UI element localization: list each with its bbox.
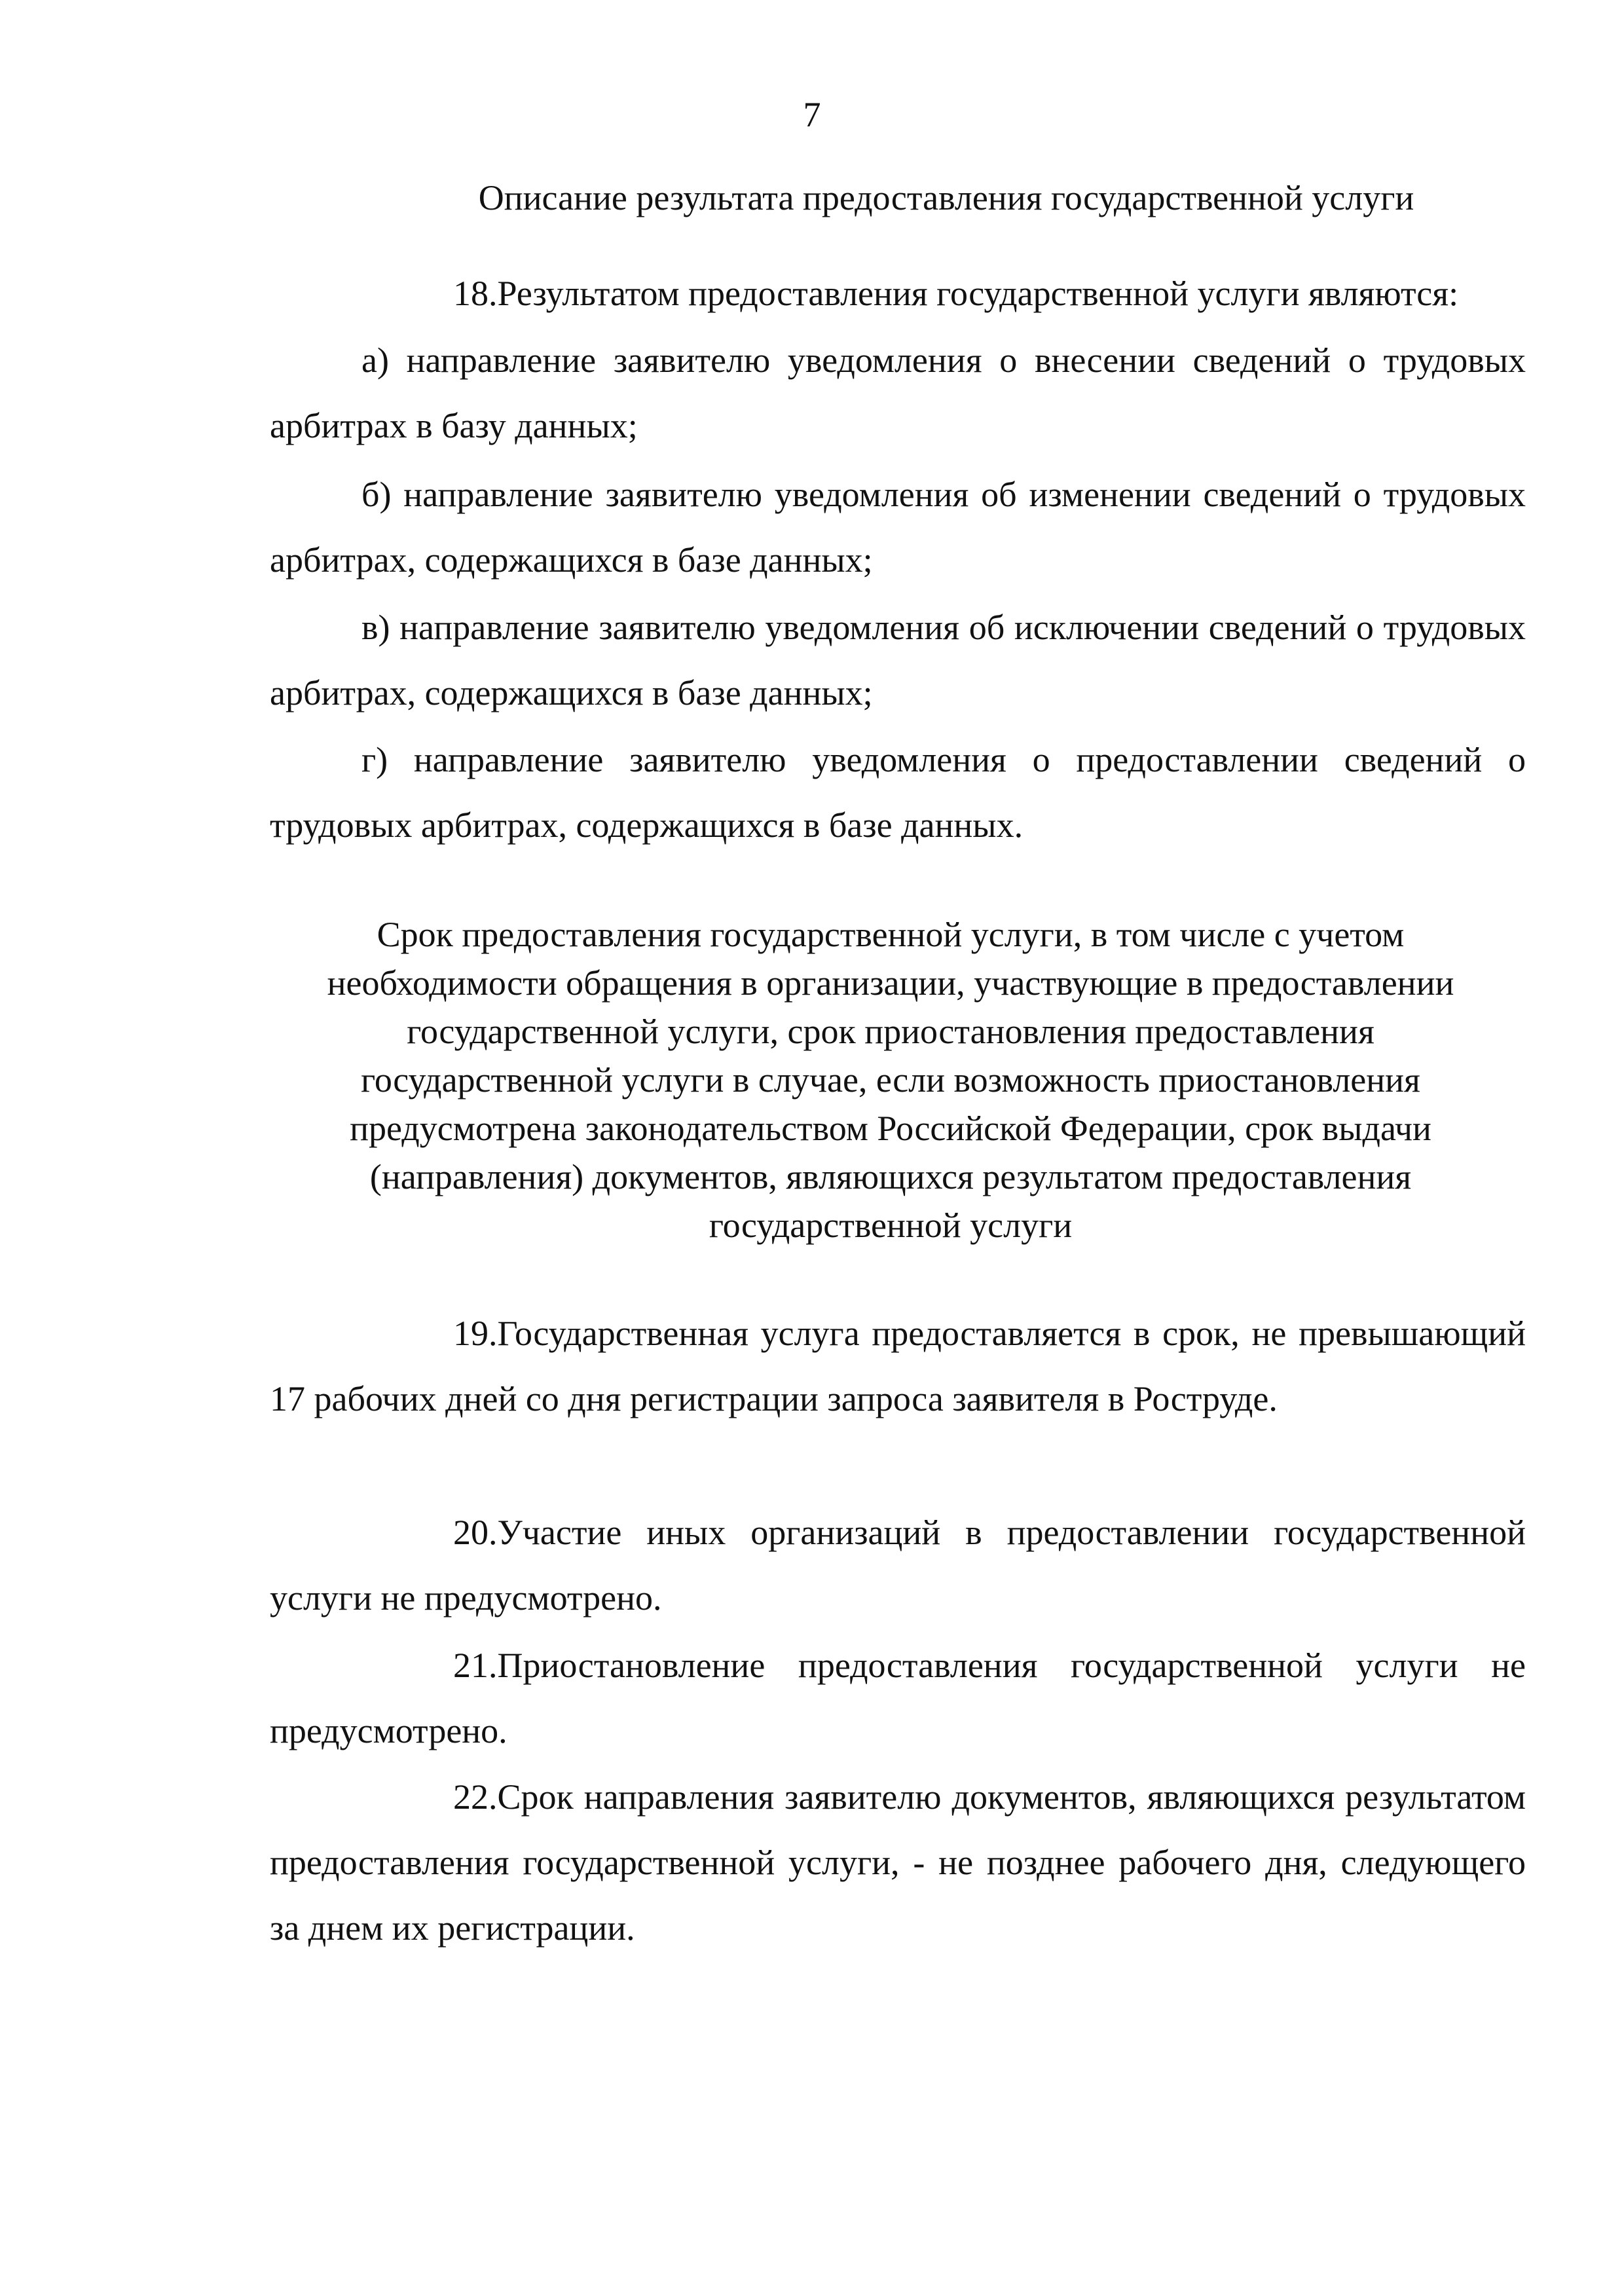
- heading-line: Срок предоставления государственной услуги, в том числе с учетом: [377, 915, 1405, 954]
- list-item-g: г) направление заявителю уведомления о предоставлении сведений о трудовых арбитрах, содержащихся в базе данных.: [270, 740, 1526, 845]
- heading-line: необходимости обращения в организации, участвующие в предоставлении: [327, 963, 1454, 1003]
- paragraph-18: [270, 261, 1526, 326]
- paragraph-text: Результатом предоставления государственной услуги являются:: [497, 274, 1459, 313]
- paragraph-text: Участие иных организаций в предоставлении государственной услуги не предусмотрено.: [270, 1513, 1526, 1617]
- paragraph-number: 19.: [453, 1314, 498, 1353]
- paragraph-number: 22.: [453, 1777, 498, 1817]
- paragraph-text: Государственная услуга предоставляется в срок, не превышающий 17 рабочих дней со дня регистрации запроса заявителя в Роструде.: [270, 1314, 1526, 1418]
- paragraph-text: Приостановление предоставления государственной услуги не предусмотрено.: [270, 1646, 1526, 1750]
- paragraph-22: [270, 1764, 1526, 1961]
- list-item-b: б) направление заявителю уведомления об изменении сведений о трудовых арбитрах, содержащихся в базе данных;: [270, 475, 1526, 580]
- section-heading-result: Описание результата предоставления государственной услуги: [478, 178, 1414, 217]
- heading-line: предусмотрена законодательством Российской Федерации, срок выдачи: [350, 1109, 1431, 1148]
- paragraph-19: [270, 1301, 1526, 1432]
- heading-line: государственной услуги: [709, 1206, 1073, 1245]
- heading-line: государственной услуги в случае, если возможность приостановления: [361, 1060, 1420, 1100]
- heading-line: государственной услуги, срок приостановления предоставления: [407, 1012, 1375, 1051]
- list-item-a: а) направление заявителю уведомления о внесении сведений о трудовых арбитрах в базу данных;: [270, 341, 1526, 445]
- paragraph-number: 20.: [453, 1513, 498, 1552]
- list-item-v: в) направление заявителю уведомления об исключении сведений о трудовых арбитрах, содержащихся в базе данных;: [270, 608, 1526, 712]
- paragraph-21: [270, 1633, 1526, 1764]
- heading-line: (направления) документов, являющихся результатом предоставления: [369, 1157, 1412, 1196]
- paragraph-20: [270, 1500, 1526, 1631]
- paragraph-number: 21.: [453, 1646, 498, 1685]
- section-heading-term: [268, 910, 1513, 1249]
- page-number: 7: [803, 95, 821, 134]
- paragraph-number: 18.: [453, 274, 498, 313]
- paragraph-text: Срок направления заявителю документов, являющихся результатом предоставления государственной услуги, - не позднее рабочего дня, следующего за днем их регистрации.: [270, 1777, 1526, 1948]
